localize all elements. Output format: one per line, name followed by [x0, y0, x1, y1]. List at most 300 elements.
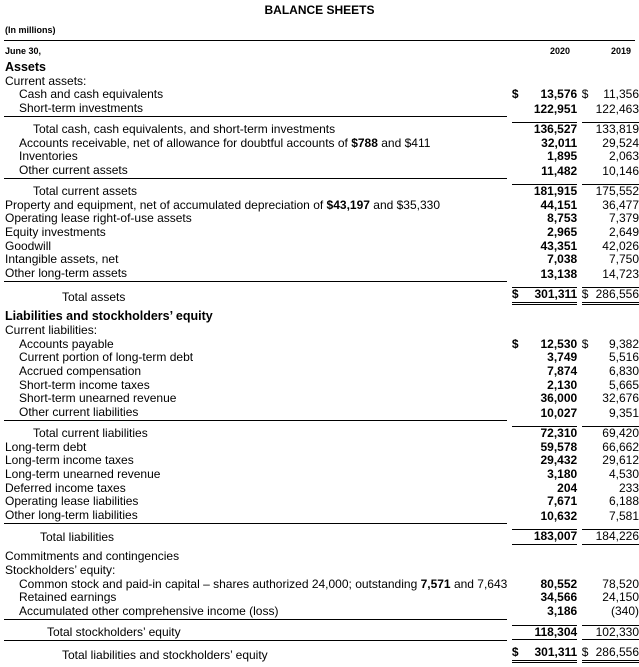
- amount-2020: 118,304: [534, 624, 578, 639]
- value-2020: [512, 441, 577, 455]
- amount-2019: 6,188: [608, 494, 639, 509]
- value-2020: [512, 212, 577, 226]
- amount-2019: 11,356: [603, 87, 639, 102]
- table-row: [4, 267, 639, 281]
- row-label: [4, 545, 507, 564]
- row-label: [4, 564, 507, 578]
- value-2019: [582, 75, 639, 89]
- value-2019: [582, 88, 639, 102]
- value-2020: [512, 454, 577, 468]
- amount-2020: 12,530: [540, 336, 578, 351]
- value-2020: [512, 523, 577, 544]
- label-part: Other long-term assets: [5, 266, 128, 281]
- amount-2019: 14,723: [602, 266, 639, 281]
- row-label-text: [4, 266, 127, 280]
- row-label-text: [4, 391, 176, 405]
- table-row: [4, 324, 639, 338]
- total-row: [4, 281, 639, 304]
- row-label: [4, 305, 507, 324]
- page-title: BALANCE SHEETS: [264, 3, 375, 17]
- row-label: [4, 137, 507, 151]
- amount-2019: 29,612: [602, 453, 639, 468]
- value-2019: [582, 102, 639, 116]
- label-part: Current assets:: [5, 73, 87, 88]
- amount-2020: 36,000: [540, 391, 578, 406]
- value-2019: [582, 61, 639, 75]
- value-2020: [512, 379, 577, 393]
- value-2019: [582, 338, 639, 352]
- amount-2020: 136,527: [533, 121, 578, 136]
- amount-2019: (340): [610, 604, 639, 619]
- value-2020: [512, 640, 577, 662]
- row-label: [4, 61, 507, 75]
- value-2020: [512, 392, 577, 406]
- label-part: Short-term investments: [19, 101, 144, 116]
- label-part: Commitments and contingencies: [5, 549, 180, 564]
- amount-2020: 3,186: [547, 604, 578, 619]
- label-part: Total current liabilities: [33, 425, 148, 440]
- row-label: [4, 640, 507, 662]
- value-2020: [512, 88, 577, 102]
- label-part: and 7,643: [450, 576, 508, 591]
- row-label-text: [4, 163, 128, 177]
- balance-sheet-table: [4, 61, 639, 663]
- table-row: [4, 454, 639, 468]
- label-part: Short-term income taxes: [19, 377, 150, 392]
- value-2019: [582, 509, 639, 523]
- row-label: [4, 523, 507, 544]
- amount-2019: 2,063: [608, 149, 639, 164]
- dollar-sign: $: [511, 336, 519, 351]
- row-label: [4, 102, 507, 116]
- amount-2020: 7,671: [547, 494, 578, 509]
- amount-2020: 204: [557, 480, 578, 495]
- amount-2020: 10,632: [540, 508, 578, 523]
- value-2020: [512, 545, 577, 564]
- dollar-sign: $: [581, 336, 589, 351]
- table-row: [4, 495, 639, 509]
- row-label: [4, 605, 507, 619]
- label-part: Property and equipment, net of accumulated depreciation of: [5, 197, 327, 212]
- dollar-sign: $: [511, 87, 519, 102]
- label-part: Intangible assets, net: [5, 252, 119, 267]
- value-2019: [582, 468, 639, 482]
- table-row: [4, 226, 639, 240]
- header-divider: [4, 40, 635, 41]
- row-label-text: [4, 453, 134, 467]
- row-label: [4, 495, 507, 509]
- amount-2020: 301,311: [534, 286, 578, 301]
- value-2019: [582, 379, 639, 393]
- row-label: [4, 509, 507, 523]
- total-row: [4, 523, 639, 544]
- label-part: Goodwill: [5, 238, 52, 253]
- label-part: Current portion of long-term debt: [19, 350, 194, 365]
- label-part: Total stockholders’ equity: [47, 625, 181, 640]
- row-label: [4, 338, 507, 352]
- value-2019: [582, 199, 639, 213]
- amount-2019: 102,330: [595, 624, 639, 639]
- table-row: [4, 338, 639, 352]
- total-row: [4, 116, 639, 136]
- label-part: Deferred income taxes: [5, 480, 126, 495]
- row-label-text: [4, 604, 278, 618]
- amount-2020: 72,310: [540, 425, 578, 440]
- label-part: Accumulated other comprehensive income (loss): [19, 603, 279, 618]
- value-2020: [512, 150, 577, 164]
- value-2020: [512, 178, 577, 198]
- value-2019: [582, 212, 639, 226]
- label-part: Operating lease right-of-use assets: [5, 211, 192, 226]
- value-2020: [512, 578, 577, 592]
- table-row: [4, 591, 639, 605]
- value-2019: [582, 454, 639, 468]
- amount-2019: 5,665: [608, 377, 639, 392]
- row-label-text: [4, 530, 114, 544]
- value-2020: [512, 199, 577, 213]
- row-label: [4, 351, 507, 365]
- table-row: [4, 365, 639, 379]
- value-2020: [512, 605, 577, 619]
- row-label: [4, 164, 507, 178]
- value-2020: [512, 468, 577, 482]
- label-part: Total liabilities: [40, 529, 115, 544]
- amount-2020: 8,753: [547, 211, 578, 226]
- value-2019: [582, 267, 639, 281]
- amount-2020: 13,138: [540, 266, 578, 281]
- row-label: [4, 392, 507, 406]
- row-label-text: [4, 378, 150, 392]
- table-row: [4, 253, 639, 267]
- section-heading: [4, 305, 639, 324]
- value-2019: [582, 178, 639, 198]
- amount-2020: 183,007: [533, 528, 578, 543]
- dollar-sign: $: [511, 645, 519, 660]
- row-label: [4, 178, 507, 198]
- amount-2020: 301,311: [534, 645, 578, 660]
- label-part: Other long-term liabilities: [5, 508, 138, 523]
- table-row: [4, 137, 639, 151]
- value-2019: [582, 420, 639, 440]
- table-row: [4, 509, 639, 523]
- row-label-text: [4, 290, 125, 304]
- label-part: Total assets: [62, 289, 126, 304]
- label-part: Other current assets: [19, 163, 128, 178]
- value-2019: [582, 640, 639, 662]
- row-label-text: [4, 122, 335, 136]
- row-label-text: [4, 198, 440, 212]
- value-2020: [512, 75, 577, 89]
- value-2019: [582, 406, 639, 420]
- table-row: [4, 240, 639, 254]
- row-label-text: [4, 309, 213, 323]
- section-heading: [4, 61, 639, 75]
- table-row: [4, 441, 639, 455]
- row-label-text: [4, 648, 268, 662]
- value-2019: [582, 482, 639, 496]
- amount-2020: 43,351: [540, 238, 578, 253]
- table-row: [4, 406, 639, 420]
- amount-2020: 3,749: [547, 350, 578, 365]
- value-2020: [512, 351, 577, 365]
- label-part: Accounts payable: [19, 336, 114, 351]
- value-2020: [512, 281, 577, 304]
- label-part: Total current assets: [33, 183, 138, 198]
- value-2019: [582, 564, 639, 578]
- value-2020: [512, 116, 577, 136]
- amount-2019: 36,477: [602, 197, 639, 212]
- label-part: Long-term debt: [5, 439, 87, 454]
- amount-2019: 66,662: [602, 439, 639, 454]
- row-label-text: [4, 337, 114, 351]
- row-label-text: [4, 225, 106, 239]
- label-part: Equity investments: [5, 224, 106, 239]
- amount-2019: 29,524: [602, 135, 639, 150]
- amount-2020: 59,578: [540, 439, 578, 454]
- row-label-text: [4, 350, 193, 364]
- amount-2019: 24,150: [602, 590, 639, 605]
- row-label-text: [4, 149, 78, 163]
- table-row: [4, 102, 639, 116]
- value-2020: [512, 324, 577, 338]
- value-2020: [512, 61, 577, 75]
- row-label-text: [4, 364, 141, 378]
- amount-2019: 32,676: [602, 391, 639, 406]
- row-label-text: [4, 405, 138, 419]
- amount-2019: 5,516: [608, 350, 639, 365]
- amount-2019: 2,649: [608, 224, 639, 239]
- amount-2019: 42,026: [602, 238, 639, 253]
- value-2019: [582, 116, 639, 136]
- amount-2020: 7,038: [547, 252, 578, 267]
- row-label-text: [4, 577, 507, 591]
- row-label-text: [4, 60, 46, 74]
- row-label: [4, 578, 507, 592]
- value-2019: [582, 392, 639, 406]
- row-label: [4, 88, 507, 102]
- column-header-2019: 2019: [610, 46, 631, 56]
- row-label-text: [4, 481, 126, 495]
- total-row: [4, 640, 639, 662]
- amount-2020: 80,552: [540, 576, 578, 591]
- label-bold-value: $788: [351, 135, 378, 150]
- period-label: June 30,: [5, 46, 42, 56]
- label-part: Long-term income taxes: [5, 453, 134, 468]
- amount-2019: 286,556: [595, 645, 639, 660]
- amount-2020: 122,951: [533, 101, 578, 116]
- row-label-text: [4, 323, 97, 337]
- table-row: [4, 482, 639, 496]
- value-2019: [582, 281, 639, 304]
- amount-2019: 4,530: [608, 466, 639, 481]
- amount-2019: 133,819: [595, 121, 639, 136]
- label-part: Inventories: [19, 149, 78, 164]
- table-row: [4, 199, 639, 213]
- label-bold-value: 7,571: [420, 576, 451, 591]
- dollar-sign: $: [581, 645, 589, 660]
- row-label-text: [4, 549, 179, 563]
- amount-2020: 1,895: [547, 149, 578, 164]
- row-label-text: [4, 440, 86, 454]
- amount-2019: 10,146: [602, 163, 639, 178]
- row-label: [4, 75, 507, 89]
- row-label: [4, 482, 507, 496]
- amount-2020: 13,576: [540, 87, 578, 102]
- value-2020: [512, 253, 577, 267]
- value-2019: [582, 578, 639, 592]
- value-2020: [512, 338, 577, 352]
- row-label: [4, 379, 507, 393]
- label-part: Other current liabilities: [19, 405, 139, 420]
- label-part: Cash and cash equivalents: [19, 87, 164, 102]
- value-2019: [582, 605, 639, 619]
- dollar-sign: $: [511, 286, 519, 301]
- label-part: Common stock and paid-in capital – shares authorized 24,000; outstanding: [19, 576, 421, 591]
- amount-2019: 6,830: [608, 363, 639, 378]
- value-2020: [512, 164, 577, 178]
- label-part: Accrued compensation: [19, 363, 142, 378]
- value-2019: [582, 619, 639, 640]
- row-label: [4, 454, 507, 468]
- row-label: [4, 240, 507, 254]
- total-row: [4, 619, 639, 640]
- row-label: [4, 226, 507, 240]
- row-label: [4, 441, 507, 455]
- value-2020: [512, 305, 577, 324]
- row-label-text: [4, 625, 181, 639]
- value-2019: [582, 226, 639, 240]
- value-2019: [582, 137, 639, 151]
- dollar-sign: $: [581, 286, 589, 301]
- value-2019: [582, 591, 639, 605]
- row-label-text: [4, 101, 143, 115]
- amount-2019: 122,463: [595, 101, 639, 116]
- table-row: [4, 392, 639, 406]
- table-row: [4, 88, 639, 102]
- column-header-2020: 2020: [549, 46, 570, 56]
- amount-2020: 3,180: [547, 466, 578, 481]
- label-part: Liabilities and stockholders’ equity: [5, 309, 213, 324]
- label-part: Short-term unearned revenue: [19, 391, 177, 406]
- value-2019: [582, 495, 639, 509]
- row-label: [4, 365, 507, 379]
- value-2019: [582, 545, 639, 564]
- value-2020: [512, 102, 577, 116]
- total-row: [4, 420, 639, 440]
- row-label-text: [4, 184, 137, 198]
- amount-2020: 29,432: [540, 453, 578, 468]
- value-2020: [512, 619, 577, 640]
- value-2019: [582, 164, 639, 178]
- value-2020: [512, 226, 577, 240]
- row-label-text: [4, 74, 86, 88]
- amount-2019: 286,556: [595, 286, 639, 301]
- amount-2020: 2,130: [547, 377, 578, 392]
- value-2020: [512, 240, 577, 254]
- row-label-text: [4, 87, 163, 101]
- value-2019: [582, 305, 639, 324]
- value-2020: [512, 365, 577, 379]
- amount-2019: 184,226: [595, 528, 639, 543]
- amount-2019: 7,581: [608, 508, 639, 523]
- amount-2019: 9,351: [608, 405, 639, 420]
- amount-2020: 181,915: [533, 183, 578, 198]
- amount-2020: 44,151: [540, 197, 578, 212]
- value-2019: [582, 324, 639, 338]
- label-part: Retained earnings: [19, 590, 117, 605]
- row-label: [4, 324, 507, 338]
- value-2019: [582, 365, 639, 379]
- row-label: [4, 619, 507, 640]
- label-part: Total liabilities and stockholders’ equity: [62, 648, 268, 663]
- value-2019: [582, 523, 639, 544]
- amount-2020: 2,965: [547, 224, 578, 239]
- row-label: [4, 199, 507, 213]
- amount-2019: 175,552: [595, 183, 639, 198]
- value-2020: [512, 267, 577, 281]
- row-label-text: [4, 467, 160, 481]
- row-label: [4, 253, 507, 267]
- dollar-sign: $: [581, 87, 589, 102]
- amount-2019: 9,382: [608, 336, 639, 351]
- amount-2019: 7,379: [608, 211, 639, 226]
- row-label: [4, 420, 507, 440]
- value-2020: [512, 406, 577, 420]
- value-2020: [512, 591, 577, 605]
- label-part: Assets: [5, 60, 46, 74]
- table-row: [4, 75, 639, 89]
- table-row: [4, 150, 639, 164]
- value-2020: [512, 137, 577, 151]
- table-row: [4, 578, 639, 592]
- label-part: Accounts receivable, net of allowance for doubtful accounts of: [19, 135, 352, 150]
- label-part: Operating lease liabilities: [5, 494, 139, 509]
- row-label: [4, 591, 507, 605]
- table-row: [4, 545, 639, 564]
- amount-2019: 78,520: [602, 576, 639, 591]
- row-label-text: [4, 211, 192, 225]
- amount-2020: 32,011: [541, 135, 578, 150]
- row-label: [4, 150, 507, 164]
- row-label: [4, 281, 507, 304]
- table-row: [4, 564, 639, 578]
- value-2020: [512, 420, 577, 440]
- amount-2020: 10,027: [540, 405, 578, 420]
- total-row: [4, 178, 639, 198]
- amount-2019: 69,420: [602, 425, 639, 440]
- value-2019: [582, 150, 639, 164]
- value-2020: [512, 509, 577, 523]
- amount-2019: 233: [618, 480, 639, 495]
- amount-2020: 11,482: [541, 163, 578, 178]
- table-row: [4, 164, 639, 178]
- value-2019: [582, 253, 639, 267]
- label-part: Stockholders’ equity:: [5, 562, 116, 577]
- row-label-text: [4, 426, 148, 440]
- table-row: [4, 605, 639, 619]
- row-label-text: [4, 136, 430, 150]
- row-label-text: [4, 508, 138, 522]
- row-label: [4, 267, 507, 281]
- row-label-text: [4, 239, 51, 253]
- table-row: [4, 379, 639, 393]
- row-label-text: [4, 563, 115, 577]
- amount-2020: 34,566: [540, 590, 578, 605]
- row-label: [4, 116, 507, 136]
- units-label: (In millions): [5, 25, 56, 35]
- amount-2019: 7,750: [608, 252, 639, 267]
- value-2019: [582, 240, 639, 254]
